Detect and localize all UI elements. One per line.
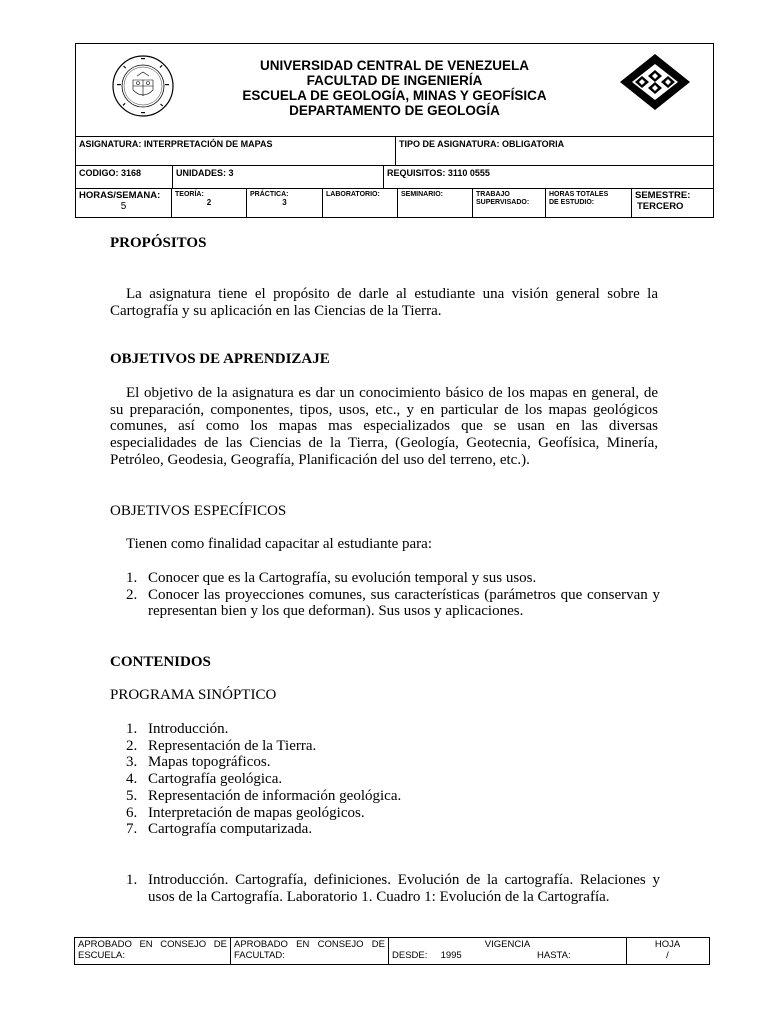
hoja-value: / [666,950,669,961]
semestre-cell [632,189,713,217]
horas-totales-line2: DE ESTUDIO: [549,199,595,206]
asignatura-cell: ASIGNATURA: INTERPRETACIÓN DE MAPAS [76,137,396,165]
trabajo-supervisado-cell [473,189,546,217]
faculty-name: FACULTAD DE INGENIERÍA [306,73,483,88]
objetivos-aprendizaje-paragraph: El objetivo de la asignatura es dar un conocimiento básico de los mapas en general, de su preparación, componentes, tipos, usos, etc., y en particular de los mapas geológicos comunes, así como los mapas mas especializados que se usan en las diversas especialidades de las Ciencias de la Tierra, (Geología, Geotecnia, Geofísica, Minería, Petróleo, Geodesia, Geografía, Planificación del uso del terreno, etc.). [110,385,658,468]
vigencia-label: VIGENCIA [484,939,531,950]
laboratorio-label: LABORATORIO: [326,191,380,198]
semestre-value: TERCERO [637,201,684,212]
trabajo-label-line2: SUPERVISADO: [476,199,530,206]
horas-semana-cell [76,189,172,217]
hoja-label: HOJA [654,939,681,950]
practica-value: 3 [282,198,287,207]
horas-semana-label: HORAS/SEMANA: [79,190,161,201]
laboratorio-cell [323,189,398,217]
objetivos-especificos-heading: OBJETIVOS ESPECÍFICOS [110,503,287,519]
list-item: 2. Conocer las proyecciones comunes, sus características (parámetros que conservan y representan bien y los que deforman). Sus usos y aplicaciones. [126,586,660,620]
vigencia-hasta: HASTA: [537,950,571,961]
course-header-table [75,43,714,218]
trabajo-label-line1: TRABAJO [476,191,510,198]
department-name: DEPARTAMENTO DE GEOLOGÍA [289,103,500,118]
objetivos-aprendizaje-heading: OBJETIVOS DE APRENDIZAJE [110,351,330,367]
list-item: 7. Cartografía computarizada. [126,821,313,838]
list-item: 2. Representación de la Tierra. [126,737,317,754]
teoria-value: 2 [206,198,212,207]
list-item: 6. Interpretación de mapas geológicos. [126,804,365,821]
university-name: UNIVERSIDAD CENTRAL DE VENEZUELA [259,58,530,73]
list-item: 1. Introducción. Cartografía, definiciones. Evolución de la cartografía. Relaciones y usos de la Cartografía. Laboratorio 1. Cuadro 1: Evolución de la Cartografía. [126,872,660,905]
hoja-cell [627,938,708,964]
horas-totales-cell [546,189,632,217]
list-item: 5. Representación de información geológica. [126,787,402,804]
list-item: 4. Cartografía geológica. [126,771,283,788]
objetivos-especificos-list [126,570,660,620]
vigencia-cell [389,938,627,964]
unidades-cell: UNIDADES: 3 [173,166,384,188]
institution-header [76,44,713,137]
row-asignatura [76,137,713,166]
horas-totales-line1: HORAS TOTALES [549,191,609,198]
practica-cell [247,189,323,217]
codigo-cell: CODIGO: 3168 [76,166,173,188]
consejo-facultad-cell: APROBADO EN CONSEJO DE FACULTAD: [231,938,389,964]
detalle-contenido-list [126,872,660,905]
school-logo-icon [618,52,692,112]
approval-footer-table [74,937,710,965]
school-name: ESCUELA DE GEOLOGÍA, MINAS Y GEOFÍSICA [242,88,547,103]
propositos-heading: PROPÓSITOS [110,235,207,251]
objetivos-especificos-intro: Tienen como finalidad capacitar al estudiante para: [126,536,432,552]
practica-label: PRÁCTICA: [250,191,289,198]
requisitos-cell: REQUISITOS: 3110 0555 [387,168,490,178]
teoria-label: TEORÍA: [175,191,204,198]
row-codigo [76,166,713,189]
vigencia-desde: DESDE: 1995 [392,950,462,961]
list-item: 1. Introducción. [126,721,229,737]
seminario-label: SEMINARIO: [401,191,443,198]
programa-sinoptico-heading: PROGRAMA SINÓPTICO [110,687,277,703]
list-item: 3. Mapas topográficos. [126,754,271,771]
semestre-label: SEMESTRE: [635,190,691,201]
propositos-paragraph: La asignatura tiene el propósito de darle al estudiante una visión general sobre la Cartografía y su aplicación en las Ciencias de la Tierra. [110,286,658,319]
seminario-cell [398,189,473,217]
teoria-cell [172,189,247,217]
list-item: 1. Conocer que es la Cartografía, su evolución temporal y sus usos. [126,570,537,586]
programa-sinoptico-list [126,721,660,838]
consejo-escuela-cell: APROBADO EN CONSEJO DE ESCUELA: [75,938,231,964]
tipo-asignatura-cell: TIPO DE ASIGNATURA: OBLIGATORIA [399,139,565,149]
horas-semana-value: 5 [120,201,127,212]
contenidos-heading: CONTENIDOS [110,654,211,670]
row-horas [76,189,713,217]
